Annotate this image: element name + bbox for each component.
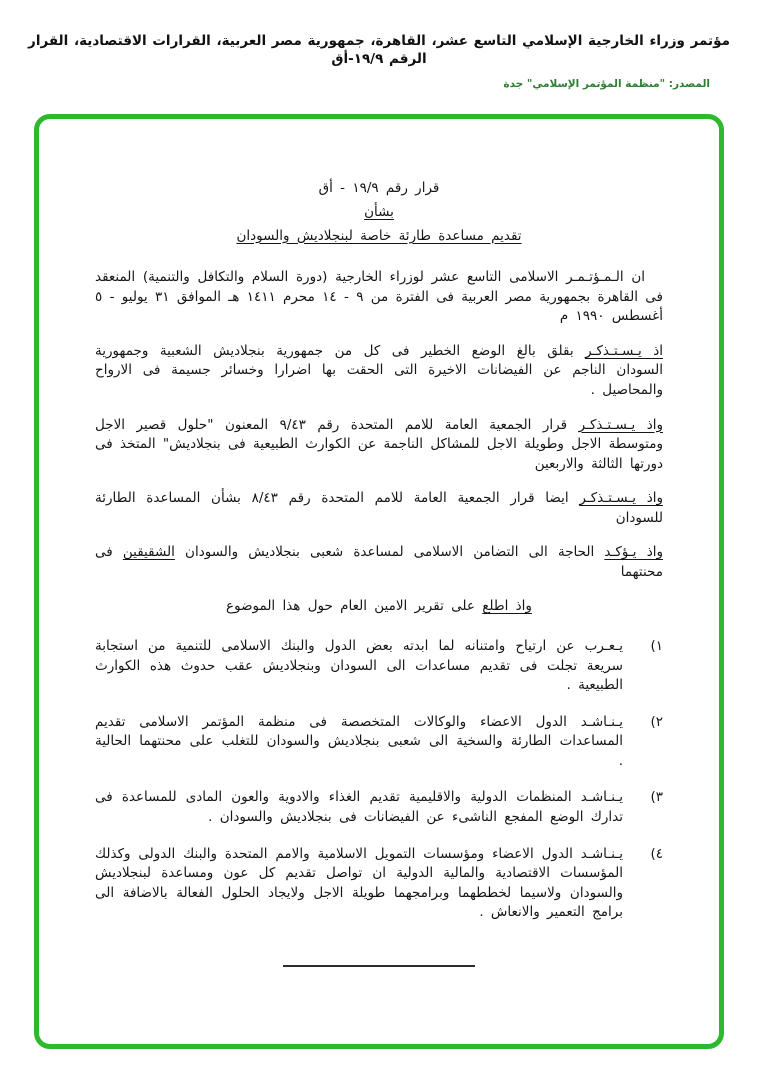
end-separator-line <box>283 965 475 967</box>
item-text <box>95 788 623 827</box>
document-content <box>95 179 663 966</box>
resolution-item <box>95 845 663 923</box>
resolution-item <box>95 788 663 827</box>
item-number: ١) <box>650 638 663 654</box>
text-run: قرار الجمعية العامة للامم المتحدة رقم ٩/٤٣ المعنون "حلول قصير الاجل ومتوسطة الاجل وطويلة الاجل للمشاكل الناجمة عن الكوارث الطبيعية فى بنجلاديش" المتخذ فى دورتها الثالثة والاربعين <box>95 416 663 472</box>
item-text <box>95 637 623 696</box>
text-run: يـعـرب عن ارتياح وامتنانه لما ابدته بعض الدول والبنك الاسلامى للتنمية من استجابة سريعة تجلت فى تقديم مساعدات الى السودان وبنجلاديش عقب حدوث هذه الكوارث الطبيعية . <box>95 638 623 694</box>
underlined-text: واذ يـؤكـد <box>604 544 663 561</box>
underlined-text: واذ يـسـتـذكـر <box>579 490 663 507</box>
source-text: المصدر: "منظمة المؤتمر الإسلامي" جدة <box>503 78 710 91</box>
paragraph-preamble <box>95 268 663 327</box>
resolution-item <box>95 637 663 696</box>
paragraph-recalling-unga-43-8 <box>95 489 663 528</box>
text-run: ايضا قرار الجمعية العامة للامم المتحدة رقم ٨/٤٣ بشأن المساعدة الطارئة للسودان <box>95 490 663 526</box>
item-text <box>95 845 623 923</box>
title-line-number <box>95 179 663 199</box>
underlined-text: واذ اطلع <box>482 598 532 615</box>
underlined-text: تقديم مساعدة طارئة خاصة لبنجلاديش والسودان <box>236 227 522 244</box>
text-run: الحاجة الى التضامن الاسلامى لمساعدة شعبى بنجلاديش والسودان <box>174 544 605 561</box>
text-run: يـنـاشـد الدول الاعضاء والوكالات المتخصصة فى منظمة المؤتمر الاسلامى تقديم المساعدات الطارئة والسخية الى شعبى بنجلاديش والسودان للتغلب على محنتهما الحالية . <box>95 713 623 769</box>
header-title: مؤتمر وزراء الخارجية الإسلامي التاسع عشر، القاهرة، جمهورية مصر العربية، القرارات الاقتصادية، القرار الرقم ١٩/٩-أق <box>28 33 730 68</box>
resolution-items <box>95 637 663 923</box>
paragraph-recalling-unga-43-9 <box>95 416 663 475</box>
title-line-regarding <box>95 203 663 223</box>
page-header <box>0 0 758 68</box>
paragraph-recalling-floods <box>95 342 663 401</box>
document-border-box <box>34 114 724 1049</box>
source-line <box>0 68 758 90</box>
item-number: ٢) <box>650 713 663 730</box>
text-run: فى محنتهما <box>95 544 663 580</box>
text-run: ان الـمـؤتـمـر الاسلامى التاسع عشر لوزراء الخارجية (دورة السلام والتكافل والتنمية) المنعقد فى القاهرة بجمهورية مصر العربية فى الفترة من ٩ - ١٤ محرم ١٤١١ هـ الموافق ٣١ يوليو - ٥ أغسطس ١٩٩٠ م <box>95 269 663 325</box>
resolution-item <box>95 713 663 772</box>
paragraph-affirming-solidarity <box>95 543 663 582</box>
text-run: على تقرير الامين العام حول هذا الموضوع <box>226 598 483 615</box>
item-number: ٣) <box>650 789 663 806</box>
item-text <box>95 713 623 772</box>
text-run: يـنـاشـد الدول الاعضاء ومؤسسات التمويل الاسلامية والامم المتحدة والبنك الدولى وكذلك المؤسسات الاقتصادية والمالية الدولية ان تواصل تقديم كل عون ومساعدة لبنجلاديش والسودان ولاسيما لخططهما وبرامجهما طويلة الاجل ولايجاد الحلول الفعالة بالاضافة الى برامج التعمير والانعاش . <box>95 845 623 921</box>
title-line-subject <box>95 227 663 247</box>
text-run: قرار رقم ١٩/٩ - أق <box>318 180 440 197</box>
text-run: بقلق بالغ الوضع الخطير فى كل من جمهورية بنجلاديش الشعبية وجمهورية السودان الناجم عن الفيضانات الاخيرة التى الحقت بها اضرارا وخسائر جسيمة فى الارواح والمحاصيل . <box>95 342 663 398</box>
underlined-text: واذ يـسـتـذكـر <box>578 416 663 433</box>
underlined-text: بشأن <box>364 204 394 220</box>
item-number: ٤) <box>650 845 663 862</box>
paragraph-noted-report <box>95 597 663 617</box>
text-run: يـنـاشـد المنظمات الدولية والاقليمية تقديم الغذاء والادوية والعون المادى للمساعدة فى تدارك الوضع المفجع الناشىء عن الفيضانات فى بنجلاديش والسودان . <box>95 789 623 825</box>
underlined-text: اذ يـسـتـذكـر <box>585 342 663 359</box>
underlined-text: الشقيقين <box>122 544 175 561</box>
title-block <box>95 179 663 246</box>
